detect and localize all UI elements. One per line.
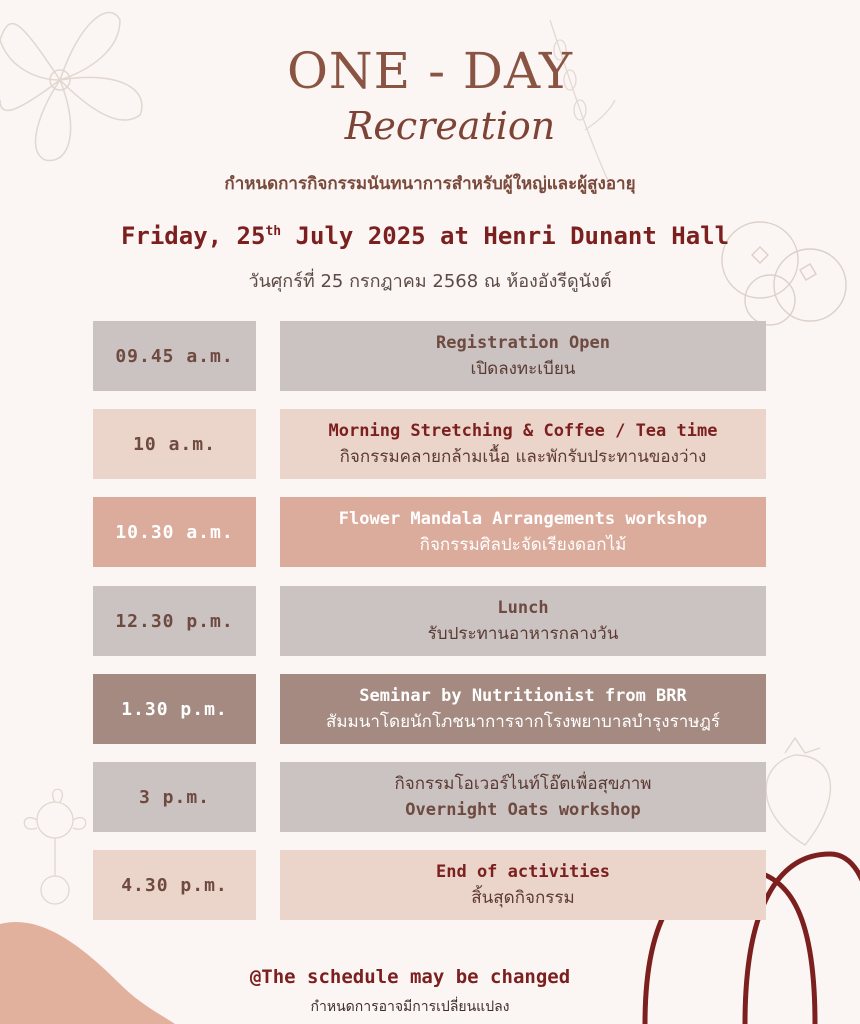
event-subtitle-script: Recreation [344, 104, 556, 148]
schedule-activity [280, 586, 766, 656]
activity-title-en: Flower Mandala Arrangements workshop [338, 509, 708, 529]
schedule-row [0, 586, 860, 656]
event-description-th: กำหนดการกิจกรรมนันทนาการสำหรับผู้ใหญ่และผู้สูงอายุ [224, 174, 636, 194]
activity-title-th: กิจกรรมโอเวอร์ไนท์โอ๊ตเพื่อสุขภาพ [394, 774, 652, 794]
activity-title-th: สิ้นสุดกิจกรรม [471, 888, 575, 908]
schedule-activity [280, 674, 766, 744]
activity-title-th: กิจกรรมคลายกล้ามเนื้อ และพักรับประทานของว่าง [339, 447, 707, 467]
schedule-activity [280, 497, 766, 567]
event-date-th: วันศุกร์ที่ 25 กรกฎาคม 2568 ณ ห้องอังรีดูนังต์ [248, 271, 612, 292]
schedule-row [0, 674, 860, 744]
schedule-row [0, 762, 860, 832]
activity-title-en: Lunch [497, 598, 549, 618]
schedule-activity [280, 321, 766, 391]
schedule-row [0, 850, 860, 920]
schedule-time: 09.45 a.m. [93, 321, 256, 391]
schedule-change-note-th: กำหนดการอาจมีการเปลี่ยนแปลง [310, 999, 510, 1015]
activity-title-th: เปิดลงทะเบียน [470, 359, 576, 379]
schedule-time: 1.30 p.m. [93, 674, 256, 744]
activity-title-th: กิจกรรมศิลปะจัดเรียงดอกไม้ [419, 535, 627, 555]
schedule-activity [280, 409, 766, 479]
schedule-row [0, 409, 860, 479]
event-date-en: Friday, 25th July 2025 at Henri Dunant Hall [120, 222, 730, 250]
schedule-time: 4.30 p.m. [93, 850, 256, 920]
activity-title-en: Seminar by Nutritionist from BRR [359, 686, 687, 706]
schedule-time: 3 p.m. [93, 762, 256, 832]
schedule-activity [280, 850, 766, 920]
schedule-time: 12.30 p.m. [93, 586, 256, 656]
schedule-time: 10.30 a.m. [93, 497, 256, 567]
activity-title-en: Registration Open [436, 333, 610, 353]
event-title: ONE - DAY [286, 42, 574, 100]
activity-title-th: สัมมนาโดยนักโภชนาการจากโรงพยาบาลบำรุงราษฎร์ [325, 712, 721, 732]
activity-title-en: End of activities [436, 862, 610, 882]
activity-title-th: รับประทานอาหารกลางวัน [427, 624, 619, 644]
schedule-change-note: @The schedule may be changed [249, 966, 571, 988]
activity-title-en: Overnight Oats workshop [405, 800, 641, 820]
schedule-time: 10 a.m. [93, 409, 256, 479]
schedule-row [0, 321, 860, 391]
schedule-activity [280, 762, 766, 832]
schedule-row [0, 497, 860, 567]
activity-title-en: Morning Stretching & Coffee / Tea time [328, 421, 718, 441]
